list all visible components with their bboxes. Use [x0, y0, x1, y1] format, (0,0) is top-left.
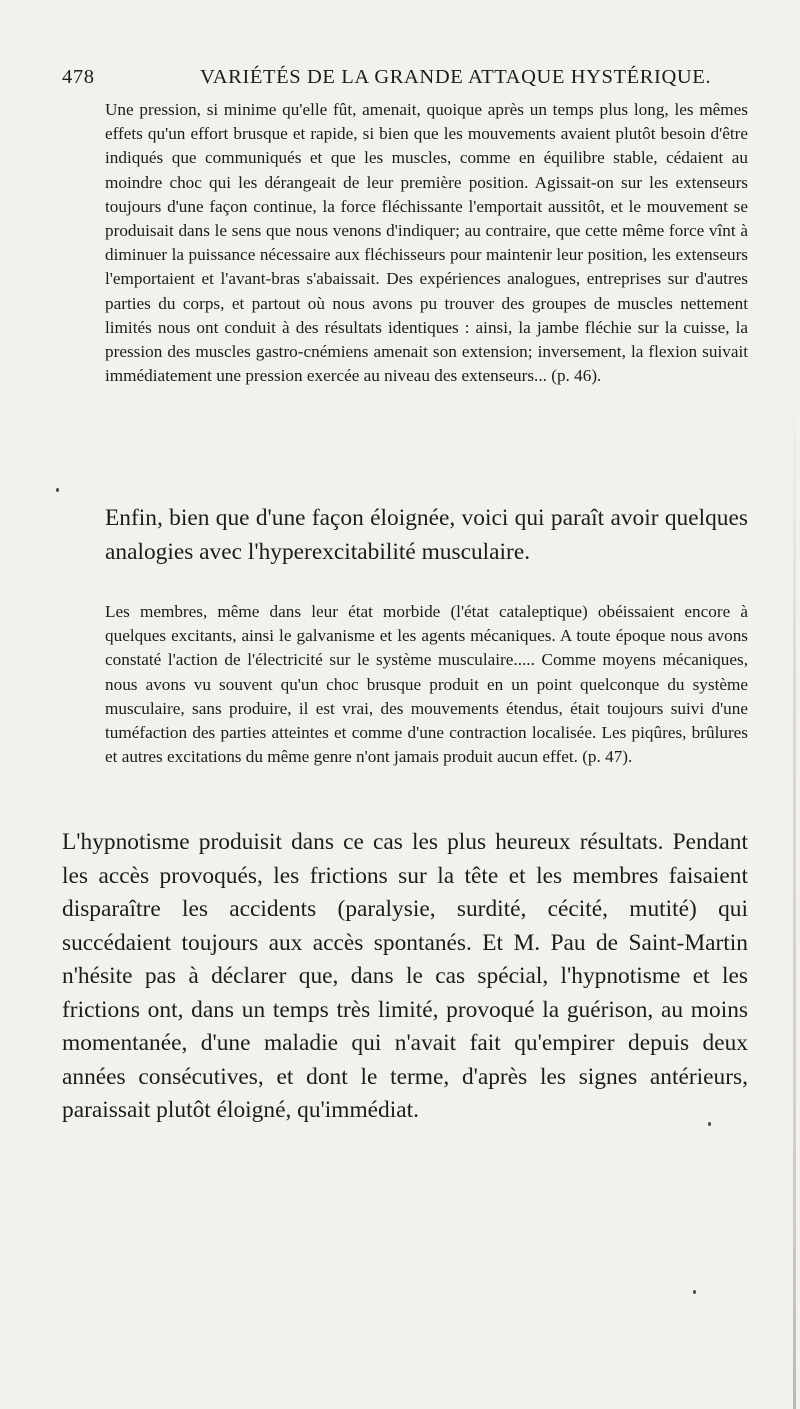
print-speck	[56, 488, 59, 492]
running-header	[62, 62, 716, 98]
running-title: VARIÉTÉS DE LA GRANDE ATTAQUE HYSTÉRIQUE.	[200, 66, 712, 88]
quotation-text-1: Une pression, si minime qu'elle fût, amenait, quoique après un temps plus long, les mêmes effets qu'un effort brusque et rapide, si bien que les mouvements avaient plutôt besoin d'être indiqués que communiqués et que les muscles, comme en équilibre stable, cédaient au moindre choc qui les dérangeait de leur première position. Agissait-on sur les extenseurs toujours d'une façon continue, la force fléchissante l'emportait aussitôt, et le mouvement se produisait dans le sens que nous venons d'indiquer; au contraire, que cette même force vînt à diminuer la puissance nécessaire aux fléchisseurs pour maintenir leur position, les extenseurs l'emportaient et l'avant-bras s'abaissait. Des expériences analogues, entreprises sur d'autres parties du corps, et partout où nous avons pu trouver des groupes de muscles nettement limités nous ont conduit à des résultats identiques : ainsi, la jambe fléchie sur la cuisse, la pression des muscles gastro-cnémiens amenait son extension; inversement, la flexion suivait immédiatement une pression exercée au niveau des extenseurs... (p. 46).	[105, 100, 748, 386]
body-paragraph-2	[62, 826, 748, 1128]
body-text-1: Enfin, bien que d'une façon éloignée, voici qui paraît avoir quelques analogies avec l'hyperexcitabilité musculaire.	[105, 505, 748, 565]
page-number: 478	[62, 66, 95, 88]
body-text-2: L'hypnotisme produisit dans ce cas les plus heureux résultats. Pendant les accès provoqués, les frictions sur la tête et les membres faisaient disparaître les accidents (paralysie, surdité, cécité, mutité) qui succédaient toujours aux accès spontanés. Et M. Pau de Saint-Martin n'hésite pas à déclarer que, dans le cas spécial, l'hypnotisme et les frictions ont, dans un temps très limité, provoqué la guérison, au moins momentanée, d'une maladie qui n'avait fait qu'empirer depuis deux années consécutives, et dont le terme, d'après les signes antérieurs, paraissait plutôt éloigné, qu'immédiat.	[62, 829, 748, 1123]
body-paragraph-1	[105, 502, 748, 569]
page-edge-shadow	[793, 380, 796, 1409]
quotation-block-1	[105, 98, 748, 388]
quotation-block-2	[105, 600, 748, 769]
print-speck	[708, 1122, 711, 1126]
quotation-text-2: Les membres, même dans leur état morbide (l'état cataleptique) obéissaient encore à quelques excitants, ainsi le galvanisme et les agents mécaniques. A toute époque nous avons constaté l'action de l'électricité sur le système musculaire..... Comme moyens mécaniques, nous avons vu souvent qu'un choc brusque produit en un point quelconque du système musculaire, sans produire, il est vrai, des mouvements étendus, était toujours suivi d'une tuméfaction des parties atteintes et comme d'une contraction localisée. Les piqûres, brûlures et autres excitations du même genre n'ont jamais produit aucun effet. (p. 47).	[105, 602, 748, 767]
print-speck	[693, 1290, 696, 1294]
